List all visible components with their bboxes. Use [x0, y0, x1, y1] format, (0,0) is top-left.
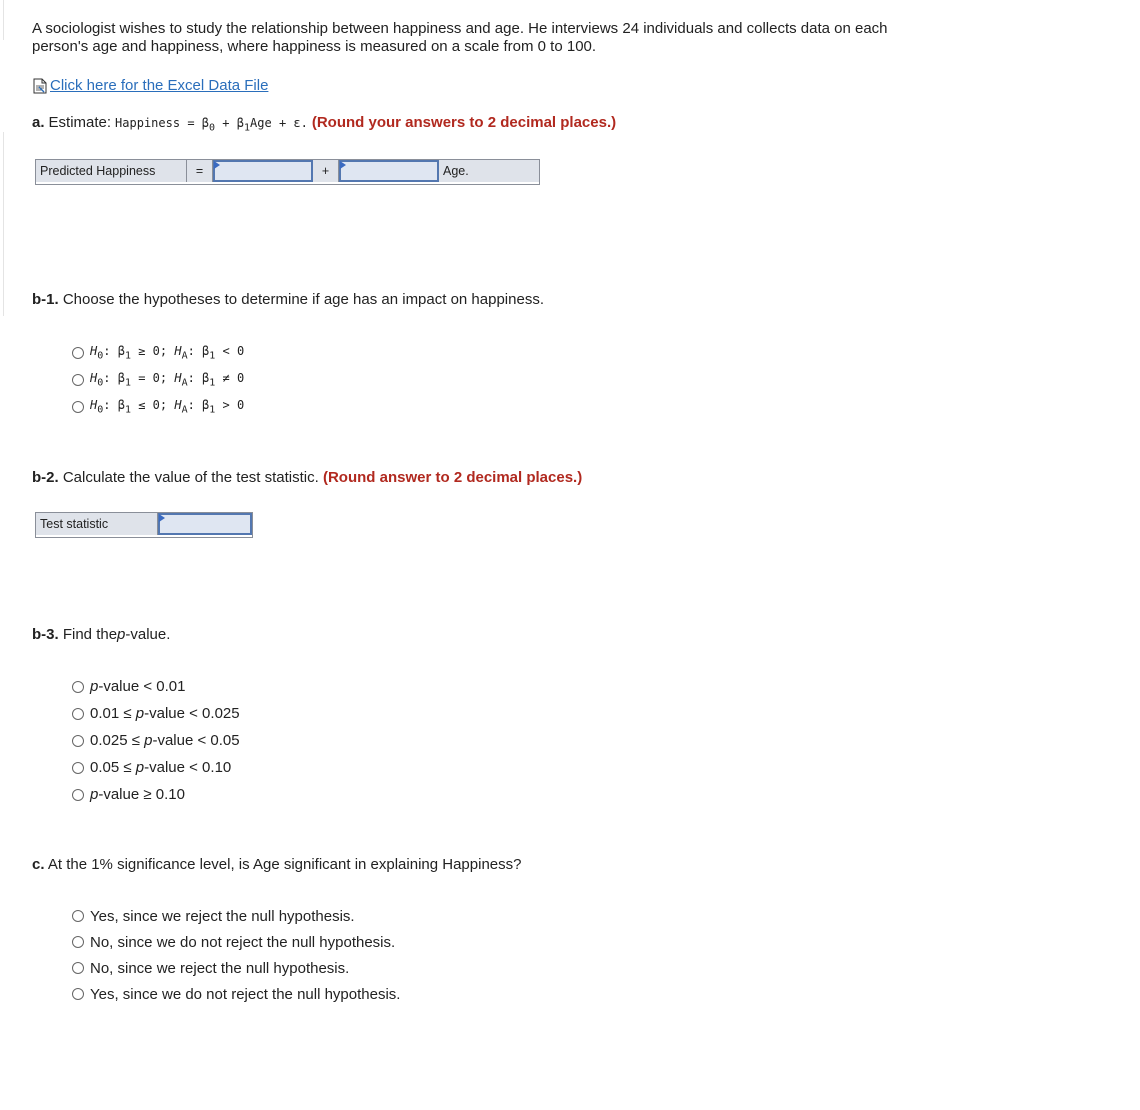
pvalue-text — [90, 759, 231, 776]
h0-beta-sub: 1 — [124, 404, 131, 416]
age-tail-label: Age. — [439, 160, 539, 182]
h0-beta: : β — [103, 343, 125, 358]
pvalue-option-1[interactable] — [72, 673, 240, 700]
h0-beta-sub: 1 — [124, 377, 131, 389]
radio-button[interactable] — [72, 347, 84, 359]
h0-beta: : β — [103, 370, 125, 385]
radio-button[interactable] — [72, 936, 84, 948]
slope-input-cell[interactable] — [339, 160, 439, 182]
significance-option-1[interactable] — [72, 903, 400, 929]
radio-button[interactable] — [72, 401, 84, 413]
part-b2-round-note: (Round answer to 2 decimal places.) — [322, 469, 583, 486]
left-border-2 — [0, 132, 4, 316]
part-b3-tag: b-3. — [32, 626, 59, 643]
radio-button[interactable] — [72, 681, 84, 693]
ha-symbol: H — [174, 343, 182, 358]
input-flag-icon — [159, 514, 165, 522]
part-b2-prompt — [32, 469, 582, 486]
h0-symbol: H — [90, 397, 98, 412]
intercept-input[interactable] — [215, 161, 311, 181]
h0-relation: = 0; — [130, 370, 175, 385]
pvalue-option-4[interactable] — [72, 754, 240, 781]
ha-beta: : β — [187, 370, 210, 385]
slope-input[interactable] — [341, 161, 437, 181]
radio-button[interactable] — [72, 988, 84, 1000]
model-plus1: + — [222, 116, 230, 130]
part-b2-text: Calculate the value of the test statistic. — [62, 469, 319, 486]
significance-text: Yes, since we reject the null hypothesis. — [90, 907, 355, 925]
radio-button[interactable] — [72, 708, 84, 720]
part-a-tag: a. — [32, 114, 45, 131]
radio-button[interactable] — [72, 789, 84, 801]
ha-beta: : β — [187, 343, 210, 358]
pvalue-pre: 0.01 ≤ — [90, 705, 136, 722]
ha-beta-sub: 1 — [209, 404, 216, 416]
ha-relation: > 0 — [215, 397, 245, 412]
model-age: Age — [250, 116, 272, 130]
part-a-round-note: (Round your answers to 2 decimal places.) — [311, 114, 617, 131]
model-var: Happiness — [115, 116, 181, 130]
pvalue-post: -value < 0.05 — [152, 732, 240, 749]
hypotheses-options — [72, 339, 244, 420]
model-sub0: 0 — [209, 122, 216, 134]
model-beta0: β — [201, 116, 210, 130]
test-statistic-input[interactable] — [160, 514, 250, 534]
pvalue-p: p — [135, 705, 145, 722]
part-b3-prompt — [32, 626, 170, 643]
h0-beta-sub: 1 — [124, 350, 131, 362]
part-b1-tag: b-1. — [32, 291, 59, 308]
pvalue-p: p — [135, 759, 145, 776]
pvalue-p: p — [90, 786, 99, 803]
part-b1-text: Choose the hypotheses to determine if age has an impact on happiness. — [62, 291, 544, 308]
equals-sign: = — [187, 160, 213, 182]
pvalue-post: -value < 0.025 — [144, 705, 240, 722]
ha-relation: ≠ 0 — [215, 370, 245, 385]
significance-text: No, since we reject the null hypothesis. — [90, 959, 350, 977]
part-c-text: At the 1% significance level, is Age significant in explaining Happiness? — [47, 856, 522, 873]
part-a-prompt — [32, 114, 616, 133]
pvalue-p: p — [90, 678, 99, 695]
h0-relation: ≥ 0; — [130, 343, 175, 358]
h0-symbol: H — [90, 343, 98, 358]
radio-button[interactable] — [72, 374, 84, 386]
pvalue-post: -value < 0.10 — [144, 759, 232, 776]
h0-sub: 0 — [97, 404, 104, 416]
part-a-model — [115, 116, 308, 133]
radio-button[interactable] — [72, 962, 84, 974]
ha-sub: A — [181, 404, 188, 416]
left-border — [0, 0, 4, 40]
part-b3-text: Find the — [62, 626, 118, 643]
hypothesis-option-2[interactable] — [72, 366, 244, 393]
hypothesis-option-3[interactable] — [72, 393, 244, 420]
test-statistic-label: Test statistic — [36, 513, 158, 535]
ha-beta: : β — [187, 397, 210, 412]
part-b3-text2: -value. — [125, 626, 171, 643]
hypothesis-option-1[interactable] — [72, 339, 244, 366]
pvalue-pre: 0.025 ≤ — [90, 732, 145, 749]
model-beta1: β — [236, 116, 244, 130]
radio-button[interactable] — [72, 762, 84, 774]
ha-symbol: H — [174, 397, 182, 412]
pvalue-text — [90, 732, 240, 749]
ha-sub: A — [181, 350, 188, 362]
part-c-tag: c. — [32, 856, 45, 873]
pvalue-post: -value ≥ 0.10 — [98, 786, 185, 803]
part-b2-tag: b-2. — [32, 469, 59, 486]
intro-line-2: person's age and happiness, where happiness is measured on a scale from 0 to 100. — [32, 38, 597, 55]
pvalue-text — [90, 678, 186, 695]
plus-sign: + — [313, 160, 339, 182]
significance-text: Yes, since we do not reject the null hypothesis. — [90, 985, 401, 1003]
h0-sub: 0 — [97, 377, 104, 389]
intro-line-1: A sociologist wishes to study the relationship between happiness and age. He interviews 24 individuals and collects data on each — [32, 20, 888, 37]
part-b3-p: p — [117, 626, 126, 643]
model-sub1: 1 — [243, 122, 251, 134]
significance-text: No, since we do not reject the null hypothesis. — [90, 933, 396, 951]
intercept-input-cell[interactable] — [213, 160, 313, 182]
part-a-answer-row — [35, 159, 540, 185]
pvalue-options — [72, 673, 240, 808]
predicted-happiness-label: Predicted Happiness — [36, 160, 187, 182]
significance-option-3[interactable] — [72, 955, 400, 981]
pvalue-pre: 0.05 ≤ — [90, 759, 136, 776]
part-c-prompt — [32, 856, 521, 873]
ha-sub: A — [181, 377, 188, 389]
pvalue-post: -value < 0.01 — [98, 678, 186, 695]
hypothesis-text — [90, 398, 244, 415]
excel-data-link[interactable]: Click here for the Excel Data File — [50, 77, 269, 94]
excel-file-icon — [32, 78, 48, 94]
model-eq: = — [187, 116, 195, 130]
significance-options — [72, 903, 400, 1007]
part-a-estimate: Estimate: — [48, 114, 112, 131]
radio-button[interactable] — [72, 735, 84, 747]
hypothesis-text — [90, 371, 244, 388]
ha-beta-sub: 1 — [209, 377, 216, 389]
pvalue-option-2[interactable] — [72, 700, 240, 727]
h0-sub: 0 — [97, 350, 104, 362]
pvalue-option-3[interactable] — [72, 727, 240, 754]
hypothesis-text — [90, 344, 244, 361]
input-flag-icon — [214, 161, 220, 169]
h0-beta: : β — [103, 397, 125, 412]
pvalue-text — [90, 705, 240, 722]
significance-option-4[interactable] — [72, 981, 400, 1007]
model-plus2: + — [278, 116, 287, 130]
test-statistic-row — [35, 512, 253, 538]
h0-relation: ≤ 0; — [130, 397, 175, 412]
ha-symbol: H — [174, 370, 182, 385]
pvalue-text — [90, 786, 185, 803]
intro-text — [32, 20, 962, 56]
part-b1-prompt — [32, 291, 544, 308]
excel-link-row[interactable] — [32, 77, 268, 94]
ha-beta-sub: 1 — [209, 350, 216, 362]
test-statistic-input-cell[interactable] — [158, 513, 252, 535]
significance-option-2[interactable] — [72, 929, 400, 955]
pvalue-option-5[interactable] — [72, 781, 240, 808]
radio-button[interactable] — [72, 910, 84, 922]
pvalue-p: p — [144, 732, 153, 749]
model-eps: ε. — [293, 116, 308, 130]
input-flag-icon — [340, 161, 346, 169]
h0-symbol: H — [90, 370, 98, 385]
ha-relation: < 0 — [215, 343, 245, 358]
